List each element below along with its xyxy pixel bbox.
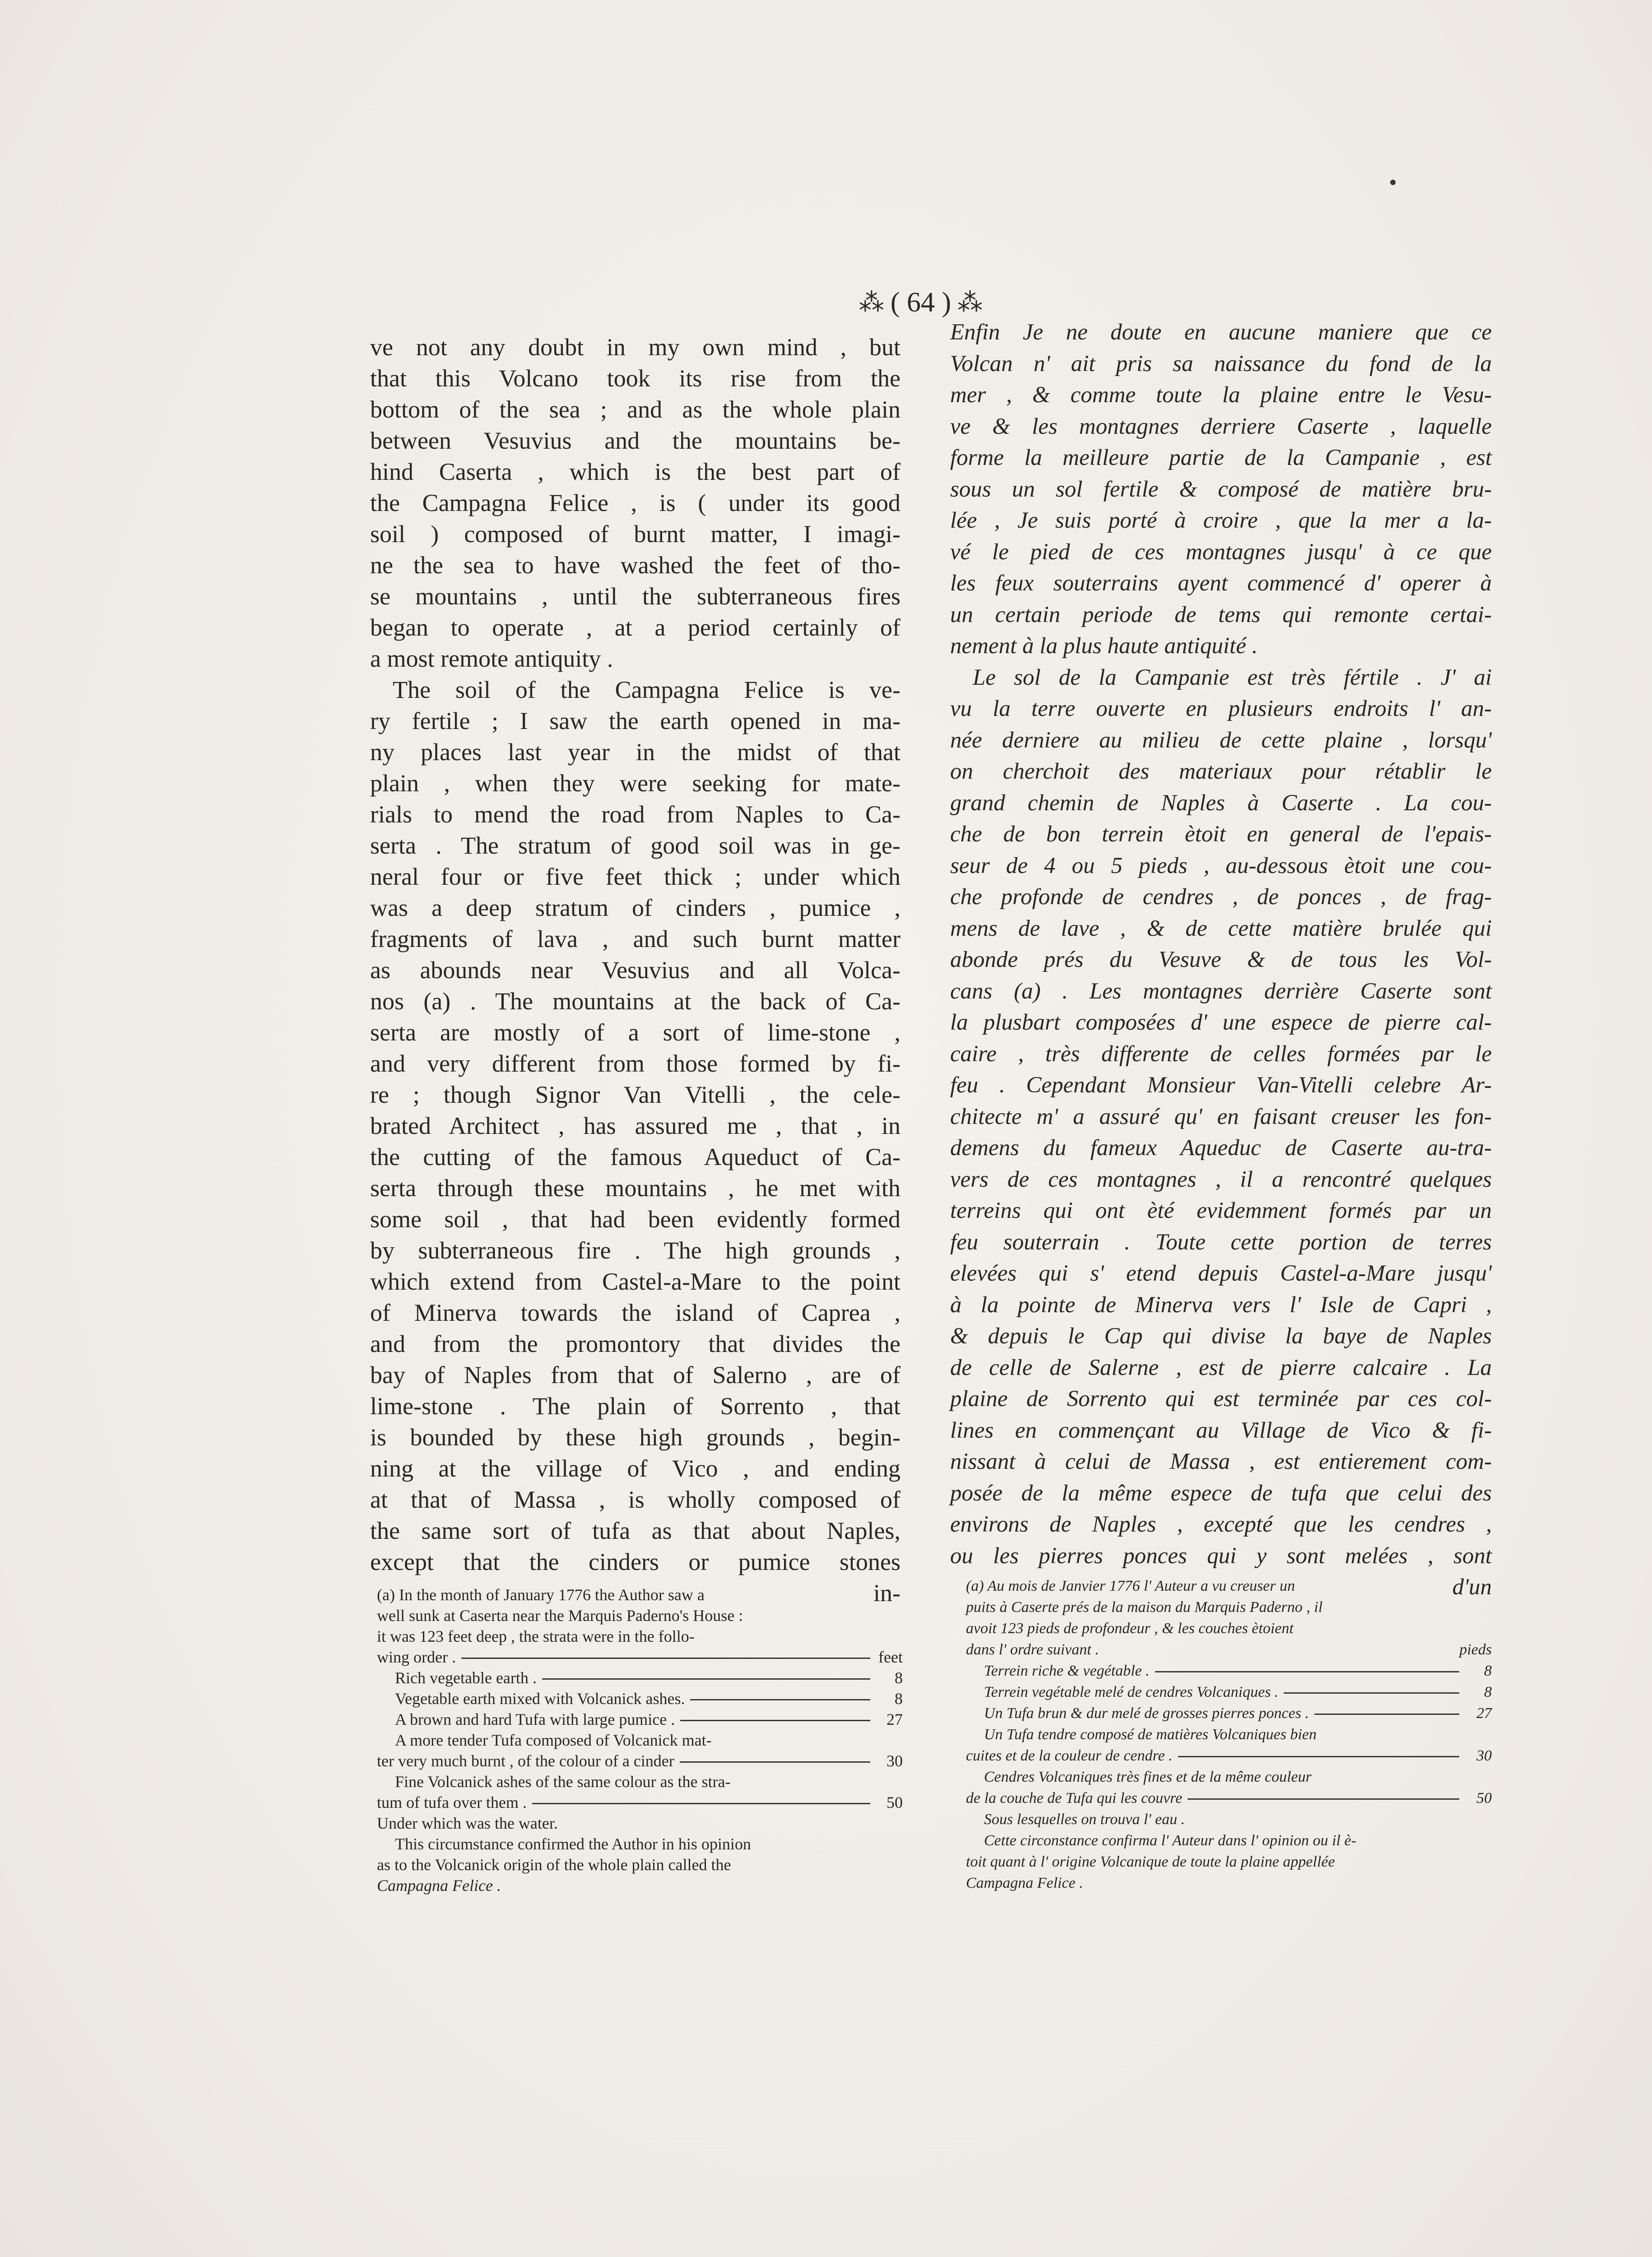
text-line: nissant à celui de Massa , est entierement com- — [950, 1449, 1492, 1474]
text-line: mens de lave , & de cette matière brulée qui — [950, 915, 1492, 941]
french-column — [950, 317, 1492, 1603]
footnote-line: toit quant à l' origine Volcanique de toute la plaine appellée — [966, 1853, 1335, 1870]
catchword: d'un — [1452, 1574, 1492, 1600]
text-line: the Campagna Felice , is ( under its good — [370, 489, 900, 516]
text-line: serta are mostly of a sort of lime-stone , — [370, 1019, 900, 1046]
strata-label: A more tender Tufa composed of Volcanick mat- — [395, 1731, 712, 1749]
leader-line — [1284, 1692, 1459, 1694]
strata-label: Terrein riche & vegétable . — [984, 1663, 1150, 1679]
text-line: serta through these mountains , he met with — [370, 1175, 900, 1202]
text-line: of Minerva towards the island of Caprea , — [370, 1299, 900, 1326]
strata-depth: feet — [878, 1648, 903, 1666]
text-line: seur de 4 ou 5 pieds , au-dessous ètoit une cou- — [950, 853, 1492, 878]
strata-depth: 30 — [886, 1752, 903, 1770]
text-line: rials to mend the road from Naples to Ca- — [370, 801, 900, 828]
strata-row — [966, 1660, 1492, 1681]
text-line: the same sort of tufa as that about Naples, — [370, 1517, 900, 1544]
footnote-line: Cette circonstance confirma l' Auteur dans l' opinion ou il è- — [984, 1832, 1356, 1849]
footnote-line: (a) In the month of January 1776 the Author saw a — [377, 1586, 705, 1604]
text-line: demens du fameux Aqueduc de Caserte au-tra- — [950, 1135, 1492, 1161]
footnote-line: Campagna Felice . — [966, 1875, 1083, 1891]
text-line: feu souterrain . Toute cette portion de terres — [950, 1229, 1492, 1255]
text-line: che profonde de cendres , de ponces , de frag- — [950, 884, 1492, 910]
strata-row — [966, 1788, 1492, 1809]
footnote-line: as to the Volcanick origin of the whole plain called the — [377, 1856, 731, 1874]
text-line: the cutting of the famous Aqueduct of Ca- — [370, 1143, 900, 1170]
text-line: Le sol de la Campanie est très fértile . J' ai — [973, 664, 1492, 690]
strata-row — [377, 1647, 903, 1667]
french-footnote — [966, 1575, 1492, 1894]
strata-depth: 8 — [1484, 1663, 1492, 1679]
text-line: cans (a) . Les montagnes derrière Caserte sont — [950, 978, 1492, 1004]
leader-line — [532, 1803, 870, 1804]
strata-depth: 50 — [886, 1793, 903, 1811]
text-line: un certain periode de tems qui remonte certai- — [950, 602, 1492, 627]
text-line: plain , when they were seeking for mate- — [370, 770, 900, 797]
text-line: was a deep stratum of cinders , pumice , — [370, 894, 900, 921]
text-line: ou les pierres ponces qui y sont melées , sont — [950, 1543, 1492, 1569]
strata-label: Un Tufa tendre composé de matières Volcaniques bien — [984, 1726, 1317, 1743]
text-line: some soil , that had been evidently formed — [370, 1206, 900, 1233]
text-line: and from the promontory that divides the — [370, 1330, 900, 1357]
text-line: environs de Naples , excepté que les cendres , — [950, 1512, 1492, 1537]
footnote-line: Under which was the water. — [377, 1814, 558, 1832]
text-line: sous un sol fertile & composé de matière bru- — [950, 476, 1492, 502]
text-line: les feux souterrains ayent commencé d' operer à — [950, 571, 1492, 596]
strata-label: Fine Volcanick ashes of the same colour as the stra- — [395, 1773, 731, 1791]
leader-line — [1155, 1671, 1459, 1672]
strata-label: Cendres Volcaniques très fines et de la même couleur — [984, 1769, 1312, 1785]
leader-line — [690, 1699, 870, 1700]
text-line: neral four or five feet thick ; under which — [370, 863, 900, 890]
strata-depth: 30 — [1476, 1747, 1492, 1764]
text-line: and very different from those formed by fi- — [370, 1050, 900, 1077]
strata-row — [377, 1792, 903, 1813]
text-line: lée , Je suis porté à croire , que la mer a la- — [950, 508, 1492, 533]
text-line: as abounds near Vesuvius and all Volca- — [370, 957, 900, 984]
text-line: nement à la plus haute antiquité . — [950, 633, 1258, 659]
leader-line — [1188, 1798, 1459, 1800]
text-line: vu la terre ouverte en plusieurs endroits l' an- — [950, 696, 1492, 721]
leader-line — [461, 1658, 870, 1659]
footnote-line: avoit 123 pieds de profondeur , & les couches ètoient — [966, 1620, 1294, 1637]
strata-label: wing order . — [377, 1648, 456, 1666]
strata-label: Terrein vegétable melé de cendres Volcaniques . — [984, 1684, 1279, 1700]
strata-label: tum of tufa over them . — [377, 1793, 527, 1811]
strata-label: Vegetable earth mixed with Volcanick ashes. — [395, 1690, 685, 1708]
strata-row — [966, 1639, 1492, 1660]
text-line: bay of Naples from that of Salerno , are of — [370, 1361, 900, 1389]
footnote-line: well sunk at Caserta near the Marquis Paderno's House : — [377, 1607, 743, 1625]
text-line: by subterraneous fire . The high grounds , — [370, 1237, 900, 1264]
fleuron-left-icon: ⁂ — [858, 288, 884, 317]
text-line: nos (a) . The mountains at the back of Ca- — [370, 988, 900, 1015]
text-line: plaine de Sorrento qui est terminée par ces col- — [950, 1386, 1492, 1412]
catchword: in- — [873, 1579, 900, 1607]
text-line: & depuis le Cap qui divise la baye de Naples — [950, 1324, 1492, 1349]
strata-label: cuites et de la couleur de cendre . — [966, 1747, 1173, 1764]
text-line: that this Volcano took its rise from the — [370, 365, 900, 392]
text-line: che de bon terrein ètoit en general de l'epais- — [950, 822, 1492, 847]
text-line: which extend from Castel-a-Mare to the point — [370, 1268, 900, 1295]
strata-row — [966, 1766, 1492, 1788]
text-line: à la pointe de Minerva vers l' Isle de Capri , — [950, 1292, 1492, 1318]
text-line: The soil of the Campagna Felice is ve- — [393, 676, 900, 703]
text-line: hind Caserta , which is the best part of — [370, 458, 900, 485]
strata-label: ter very much burnt , of the colour of a cinder — [377, 1752, 674, 1770]
text-line: Volcan n' ait pris sa naissance du fond de la — [950, 351, 1492, 376]
english-footnote — [377, 1584, 903, 1896]
footnote-line: dans l' ordre suivant . — [966, 1641, 1099, 1658]
strata-row — [966, 1681, 1492, 1703]
strata-row — [377, 1730, 903, 1751]
strata-row — [377, 1667, 903, 1688]
leader-line — [680, 1761, 870, 1763]
text-line: between Vesuvius and the mountains be- — [370, 427, 900, 454]
strata-row — [966, 1745, 1492, 1766]
leader-line — [680, 1720, 870, 1721]
text-line: soil ) composed of burnt matter, I imagi- — [370, 520, 900, 548]
text-line: ve not any doubt in my own mind , but — [370, 334, 900, 361]
text-line: la plusbart composées d' une espece de pierre cal- — [950, 1010, 1492, 1035]
strata-depth: 8 — [1484, 1684, 1492, 1700]
english-column — [370, 332, 900, 1609]
footnote-line: (a) Au mois de Janvier 1776 l' Auteur a vu creuser un — [966, 1578, 1295, 1594]
strata-row — [377, 1751, 903, 1771]
text-line: lines en commençant au Village de Vico & fi- — [950, 1417, 1492, 1443]
text-line: terreins qui ont èté evidemment formés par un — [950, 1198, 1492, 1223]
text-line: Enfin Je ne doute en aucune maniere que ce — [950, 320, 1492, 345]
strata-depth: 27 — [1476, 1705, 1492, 1722]
ink-spot — [1390, 180, 1396, 185]
strata-row — [377, 1771, 903, 1792]
text-line: de celle de Salerne , est de pierre calcaire . La — [950, 1355, 1492, 1380]
text-line: lime-stone . The plain of Sorrento , that — [370, 1393, 900, 1420]
leader-line — [1178, 1756, 1459, 1757]
strata-label: Un Tufa brun & dur melé de grosses pierres ponces . — [984, 1705, 1309, 1722]
footnote-line: it was 123 feet deep , the strata were in the follo- — [377, 1627, 695, 1645]
text-line: se mountains , until the subterraneous fires — [370, 583, 900, 610]
footnote-line: Sous lesquelles on trouva l' eau . — [984, 1811, 1185, 1828]
text-line: chitecte m' a assuré qu' en faisant creuser les fon- — [950, 1104, 1492, 1129]
text-line: re ; though Signor Van Vitelli , the cele- — [370, 1081, 900, 1108]
text-line: ne the sea to have washed the feet of tho- — [370, 552, 900, 579]
text-line: is bounded by these high grounds , begin- — [370, 1424, 900, 1451]
strata-depth: 8 — [895, 1690, 903, 1708]
text-line: elevées qui s' etend depuis Castel-a-Mare jusqu' — [950, 1261, 1492, 1286]
strata-depth: 8 — [895, 1669, 903, 1687]
text-line: ny places last year in the midst of that — [370, 738, 900, 766]
text-line: ve & les montagnes derriere Caserte , laquelle — [950, 413, 1492, 439]
text-line: ry fertile ; I saw the earth opened in ma- — [370, 707, 900, 734]
text-line: except that the cinders or pumice stones — [370, 1548, 900, 1575]
text-line: caire , très differente de celles formées par le — [950, 1041, 1492, 1067]
text-line: vers de ces montagnes , il a rencontré quelques — [950, 1166, 1492, 1192]
text-line: forme la meilleure partie de la Campanie , est — [950, 445, 1492, 470]
footnote-line: puits à Caserte prés de la maison du Marquis Paderno , il — [966, 1599, 1323, 1616]
text-line: ning at the village of Vico , and ending — [370, 1455, 900, 1482]
leader-line — [1314, 1714, 1459, 1715]
footnote-line: This circumstance confirmed the Author in his opinion — [395, 1835, 751, 1853]
page-number: ( 64 ) — [890, 287, 951, 318]
strata-row — [966, 1724, 1492, 1745]
text-line: on cherchoit des materiaux pour rétablir le — [950, 759, 1492, 784]
text-line: began to operate , at a period certainly of — [370, 614, 900, 641]
text-line: mer , & comme toute la plaine entre le Vesu- — [950, 382, 1492, 408]
text-line: grand chemin de Naples à Caserte . La cou- — [950, 790, 1492, 816]
text-line: abonde prés du Vesuve & de tous les Vol- — [950, 947, 1492, 972]
footnote-line: Campagna Felice . — [377, 1876, 501, 1895]
text-line: posée de la même espece de tufa que celui des — [950, 1480, 1492, 1506]
strata-row — [377, 1688, 903, 1709]
text-line: vé le pied de ces montagnes jusqu' à ce que — [950, 539, 1492, 565]
page-header — [831, 284, 1011, 320]
text-line: at that of Massa , is wholly composed of — [370, 1486, 900, 1513]
strata-depth: 50 — [1476, 1790, 1492, 1807]
text-line: a most remote antiquity . — [370, 645, 613, 672]
leader-line — [542, 1678, 870, 1680]
fleuron-right-icon: ⁂ — [957, 288, 983, 317]
text-line: feu . Cependant Monsieur Van-Vitelli celebre Ar- — [950, 1073, 1492, 1098]
strata-row — [377, 1709, 903, 1730]
strata-depth: 27 — [886, 1710, 903, 1728]
strata-label: Rich vegetable earth . — [395, 1669, 537, 1687]
text-line: née derniere au milieu de cette plaine , lorsqu' — [950, 727, 1492, 753]
strata-label: de la couche de Tufa qui les couvre — [966, 1790, 1183, 1807]
strata-row — [966, 1703, 1492, 1724]
text-line: brated Architect , has assured me , that , in — [370, 1112, 900, 1139]
text-line: serta . The stratum of good soil was in ge- — [370, 832, 900, 859]
text-line: fragments of lava , and such burnt matter — [370, 925, 900, 952]
text-line: bottom of the sea ; and as the whole plain — [370, 396, 900, 423]
unit-label: pieds — [1459, 1641, 1492, 1658]
strata-label: A brown and hard Tufa with large pumice . — [395, 1710, 675, 1728]
